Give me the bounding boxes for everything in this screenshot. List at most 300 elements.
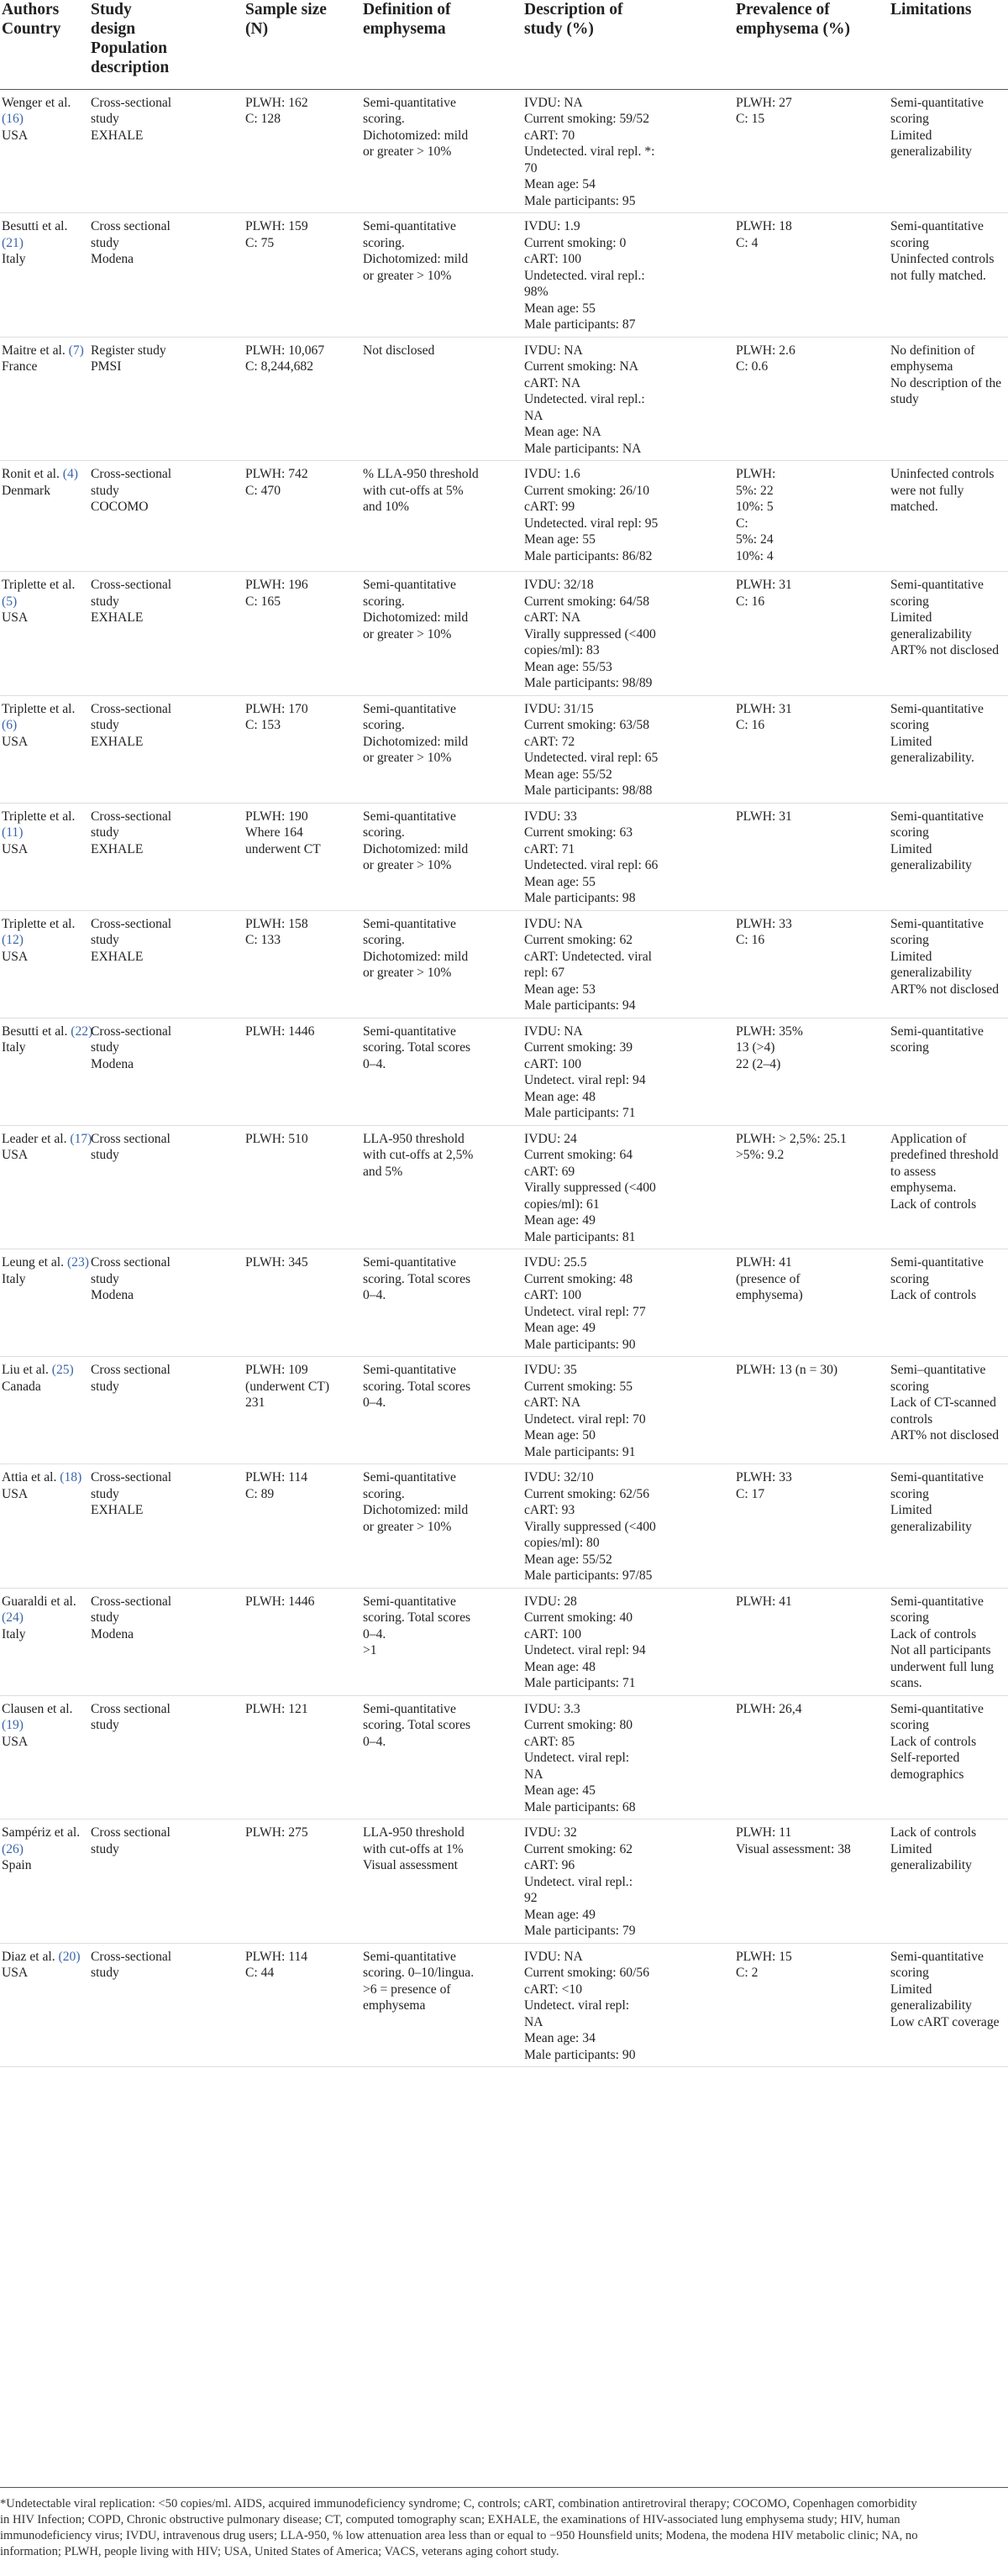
cell-line: PLWH: 158	[245, 916, 308, 931]
cell-line: Denmark	[2, 483, 51, 498]
cell-study-design	[89, 1943, 244, 2067]
cell-line: cART: 69	[524, 1164, 575, 1179]
cell-line: Male participants: 79	[524, 1924, 636, 1938]
footnote-line: *Undetectable viral replication: <50 copies/ml. AIDS, acquired immunodeficiency syndrome; C, controls; cART, combination antiretroviral therapy; COCOMO, Copenhagen comorbidity	[0, 2497, 917, 2511]
cell-sample-size	[244, 910, 361, 1018]
cell-definition-of-emphysema	[361, 461, 522, 572]
reference-link[interactable]: (24)	[2, 1610, 24, 1625]
cell-line: USA	[2, 841, 29, 856]
cell-line: Cross-sectional	[91, 1594, 172, 1609]
cell-line: study	[91, 112, 119, 126]
cell-line: C: 153	[245, 718, 281, 732]
cell-line: Current smoking: 0	[524, 235, 627, 250]
cell-line: Semi-quantitative	[890, 701, 984, 716]
cell-line: scoring. Total scores	[363, 1379, 471, 1394]
table-row	[0, 337, 1008, 461]
cell-line: Current smoking: 39	[524, 1040, 633, 1055]
cell-description-of-study	[522, 1357, 734, 1464]
cell-line: C: 128	[245, 112, 281, 126]
cell-line: underwent CT	[245, 841, 321, 856]
author-name: Diaz et al.	[2, 1949, 59, 1964]
cell-line: cART: NA	[524, 610, 581, 625]
cell-line: Mean age: 55/52	[524, 767, 612, 782]
cell-line: scoring	[890, 235, 929, 250]
cell-line: scoring	[890, 1610, 929, 1625]
cell-line: copies/ml): 61	[524, 1196, 600, 1212]
cell-line: Undetected. viral repl.:	[524, 268, 645, 283]
cell-limitations	[889, 1018, 1008, 1125]
cell-line: Male participants: 91	[524, 1444, 636, 1459]
cell-line: Cross-sectional	[91, 1470, 172, 1484]
cell-line: Mean age: 54	[524, 177, 596, 191]
cell-line: Undetect. viral repl:	[524, 1751, 630, 1765]
cell-line: 70	[524, 160, 538, 175]
cell-line: scoring. Total scores	[363, 1040, 471, 1055]
header-line: Description of	[524, 1, 623, 18]
cell-line: Virally suppressed (<400	[524, 1519, 656, 1534]
cell-line: Male participants: 90	[524, 1337, 636, 1352]
cell-line: PMSI	[91, 359, 122, 374]
cell-line: 0–4.	[363, 1734, 386, 1749]
cell-sample-size	[244, 1588, 361, 1695]
cell-line: PLWH: > 2,5%: 25.1	[736, 1131, 847, 1146]
cell-line: C: 8,244,682	[245, 359, 314, 374]
cell-line: Male participants: 98	[524, 891, 636, 905]
author-with-reference	[2, 1024, 93, 1040]
cell-line: Mean age: 48	[524, 1659, 596, 1674]
cell-line: generalizability	[890, 966, 972, 980]
cell-authors-country	[0, 89, 89, 213]
cell-line: PLWH: 114	[245, 1949, 308, 1964]
cell-line: Lack of CT-scanned	[890, 1395, 996, 1410]
cell-line: Cross sectional	[91, 1363, 171, 1377]
cell-sample-size	[244, 89, 361, 213]
cell-line: NA	[524, 1767, 543, 1782]
cell-line: IVDU: 35	[524, 1363, 577, 1377]
cell-line: C: 4	[736, 235, 759, 250]
cell-line: study	[91, 1718, 119, 1732]
cell-line: 92	[524, 1891, 538, 1905]
cell-study-design	[89, 89, 244, 213]
cell-line: Italy	[2, 1040, 26, 1055]
cell-line: PLWH: 1446	[245, 1024, 315, 1039]
cell-line: Cross-sectional	[91, 95, 172, 110]
author-with-reference	[2, 1362, 81, 1379]
cell-line: Semi-quantitative	[890, 1594, 984, 1609]
reference-link[interactable]: (6)	[2, 718, 18, 732]
header-line: Country	[2, 20, 61, 38]
cell-line: Current smoking: NA	[524, 359, 639, 374]
reference-link[interactable]: (21)	[2, 235, 24, 250]
cell-line: 5%: 22	[736, 483, 774, 498]
cell-line: IVDU: 24	[524, 1131, 577, 1146]
cell-line: Lack of controls	[890, 1288, 977, 1302]
footnote-line: immunodeficiency virus; IVDU, intravenous drug users; LLA-950, % low attenuation area less than or equal to −950 Hounsfield units; Modena, the modena HIV metabolic clinic; NA, no	[0, 2529, 918, 2542]
cell-line: Cross-sectional	[91, 1949, 172, 1964]
cell-line: scoring.	[363, 594, 405, 609]
cell-line: scoring	[890, 825, 929, 840]
cell-line: Current smoking: 62	[524, 933, 633, 947]
table-row	[0, 1357, 1008, 1464]
cell-line: >6 = presence of	[363, 1982, 451, 1997]
cell-line: Current smoking: 59/52	[524, 112, 650, 126]
cell-line: Triplette et al.	[2, 701, 76, 716]
reference-link[interactable]: (5)	[2, 594, 18, 609]
reference-link[interactable]: (20)	[58, 1949, 81, 1964]
cell-line: PLWH: 15	[736, 1949, 792, 1964]
cell-line: or greater > 10%	[363, 1519, 452, 1534]
cell-limitations	[889, 1464, 1008, 1589]
cell-line: IVDU: 32/18	[524, 578, 594, 592]
cell-line: Dichotomized: mild	[363, 610, 469, 625]
cell-line: EXHALE	[91, 734, 144, 749]
cell-line: PLWH:	[736, 467, 776, 481]
cell-authors-country	[0, 1695, 89, 1819]
cell-line: Current smoking: 64/58	[524, 594, 650, 609]
cell-study-design	[89, 1819, 244, 1944]
cell-line: Mean age: 55/52	[524, 1552, 612, 1567]
cell-line: cART: Undetected. viral	[524, 949, 653, 964]
cell-sample-size	[244, 1357, 361, 1464]
cell-line: NA	[524, 408, 543, 423]
cell-line: Lack of controls	[890, 1734, 977, 1749]
cell-limitations	[889, 1125, 1008, 1249]
cell-line: Italy	[2, 252, 26, 266]
cell-line: Limited	[890, 610, 932, 625]
cell-line: PLWH: 33	[736, 916, 792, 931]
cell-line: C: 44	[245, 1966, 275, 1980]
cell-line: Limited	[890, 949, 932, 964]
header-description-of-study	[522, 0, 734, 89]
cell-prevalence-of-emphysema	[734, 89, 889, 213]
cell-line: 0–4.	[363, 1288, 386, 1302]
cell-line: Semi-quantitative	[363, 1470, 456, 1484]
cell-definition-of-emphysema	[361, 803, 522, 910]
cell-line: PLWH: 35%	[736, 1024, 803, 1039]
cell-line: PLWH: 190	[245, 809, 308, 824]
cell-description-of-study	[522, 1588, 734, 1695]
cell-limitations	[889, 1819, 1008, 1944]
author-name: Liu et al.	[2, 1363, 52, 1377]
header-line: Authors	[2, 1, 60, 18]
cell-line: Semi-quantitative	[890, 1024, 984, 1039]
cell-line: cART: NA	[524, 1395, 581, 1410]
cell-line: Mean age: 55/53	[524, 659, 612, 674]
cell-line: copies/ml): 80	[524, 1536, 600, 1550]
cell-line: 5%: 24	[736, 532, 774, 547]
cell-line: Mean age: 50	[524, 1428, 596, 1442]
cell-line: Semi-quantitative	[890, 1255, 984, 1270]
cell-prevalence-of-emphysema	[734, 1943, 889, 2067]
cell-line: Male participants: NA	[524, 441, 642, 456]
cell-line: C: 16	[736, 594, 765, 609]
cell-line: cART: 70	[524, 128, 575, 143]
cell-line: Sampériz et al.	[2, 1825, 81, 1840]
cell-line: scoring	[890, 1040, 929, 1055]
cell-line: Canada	[2, 1379, 41, 1394]
cell-line: study	[91, 825, 119, 840]
cell-line: PLWH: 196	[245, 578, 308, 592]
cell-prevalence-of-emphysema	[734, 213, 889, 338]
cell-line: 231	[245, 1395, 265, 1410]
cell-description-of-study	[522, 1125, 734, 1249]
cell-line: % LLA-950 threshold	[363, 467, 479, 481]
cell-line: LLA-950 threshold	[363, 1825, 465, 1840]
cell-line: PLWH: 114	[245, 1470, 308, 1484]
header-line: study (%)	[524, 20, 594, 38]
cell-line: 13 (>4)	[736, 1040, 775, 1055]
cell-line: PLWH: 18	[736, 219, 792, 233]
cell-line: matched.	[890, 500, 938, 514]
cell-line: cART: 71	[524, 841, 575, 856]
cell-line: IVDU: NA	[524, 1024, 583, 1039]
cell-line: C: 0.6	[736, 359, 769, 374]
header-line: description	[91, 59, 170, 76]
cell-line: PLWH: 510	[245, 1131, 308, 1146]
cell-line: Mean age: 48	[524, 1089, 596, 1104]
cell-line: Cross-sectional	[91, 578, 172, 592]
cell-line: Limited	[890, 734, 932, 749]
cell-line: scoring	[890, 1271, 929, 1286]
cell-line: Semi-quantitative	[890, 916, 984, 931]
cell-line: not fully matched.	[890, 268, 986, 283]
cell-line: >5%: 9.2	[736, 1148, 785, 1162]
cell-line: Undetect. viral repl.:	[524, 1874, 633, 1889]
reference-link[interactable]: (16)	[2, 112, 24, 126]
cell-line: scoring.	[363, 825, 405, 840]
cell-line: Male participants: 86/82	[524, 548, 653, 563]
cell-line: scoring	[890, 1966, 929, 1980]
cell-line: Semi-quantitative	[363, 578, 456, 592]
cell-line: Dichotomized: mild	[363, 949, 469, 964]
cell-line: PLWH: 41	[736, 1255, 792, 1270]
cell-line: Semi-quantitative	[363, 95, 456, 110]
cell-line: Cross sectional	[91, 1255, 171, 1270]
cell-authors-country	[0, 1125, 92, 1249]
cell-description-of-study	[522, 1819, 734, 1944]
cell-line: EXHALE	[91, 610, 144, 625]
cell-prevalence-of-emphysema	[734, 461, 889, 572]
reference-link[interactable]: (17)	[70, 1131, 92, 1146]
author-with-reference	[2, 1131, 92, 1148]
footnote-line: information; PLWH, people living with HIV; USA, United States of America; VACS, veterans aging cohort study.	[0, 2545, 559, 2558]
cell-line: scoring. 0–10/lingua.	[363, 1966, 475, 1980]
cell-line: scoring	[890, 1718, 929, 1732]
cell-line: PLWH: 121	[245, 1701, 308, 1716]
cell-line: Virally suppressed (<400	[524, 626, 656, 641]
cell-prevalence-of-emphysema	[734, 803, 889, 910]
author-with-reference	[2, 1949, 81, 1966]
cell-authors-country	[0, 572, 89, 696]
cell-description-of-study	[522, 1018, 734, 1125]
header-line: (N)	[245, 20, 269, 38]
cell-line: Male participants: 98/89	[524, 676, 653, 690]
cell-line: study	[91, 1379, 119, 1394]
cell-authors-country	[0, 1018, 93, 1125]
cell-line: Semi-quantitative	[363, 809, 456, 824]
cell-description-of-study	[522, 337, 734, 461]
cell-sample-size	[244, 1819, 361, 1944]
table-row	[0, 572, 1008, 696]
cell-authors-country	[0, 1249, 89, 1357]
cell-prevalence-of-emphysema	[734, 1819, 889, 1944]
cell-line: Lack of controls	[890, 1196, 977, 1212]
cell-line: study	[91, 718, 119, 732]
cell-study-design	[89, 695, 244, 803]
cell-line: Mean age: 55	[524, 532, 596, 547]
cell-authors-country	[0, 1357, 89, 1464]
cell-prevalence-of-emphysema	[734, 572, 889, 696]
cell-line: USA	[2, 128, 29, 143]
cell-line: Clausen et al.	[2, 1701, 73, 1716]
cell-study-design	[89, 1695, 244, 1819]
cell-study-design	[89, 1464, 244, 1589]
cell-line: PLWH: 26,4	[736, 1701, 802, 1716]
cell-authors-country	[0, 695, 89, 803]
header-line: Population	[91, 39, 168, 57]
cell-sample-size	[244, 461, 361, 572]
cell-line: EXHALE	[91, 128, 144, 143]
cell-line: Undetect. viral repl: 94	[524, 1073, 646, 1087]
cell-prevalence-of-emphysema	[734, 1588, 889, 1695]
cell-authors-country	[0, 213, 89, 338]
cell-line: No description of the	[890, 375, 1002, 390]
cell-line: scoring	[890, 594, 929, 609]
cell-authors-country	[0, 461, 89, 572]
cell-authors-country	[0, 1943, 89, 2067]
cell-line: generalizability	[890, 1998, 972, 2013]
cell-line: cART: 100	[524, 1056, 582, 1071]
reference-link[interactable]: (12)	[2, 933, 24, 947]
reference-link[interactable]: (22)	[71, 1024, 93, 1039]
cell-sample-size	[244, 213, 361, 338]
cell-line: Mean age: 45	[524, 1783, 596, 1798]
cell-line: Uninfected controls	[890, 467, 995, 481]
header-line: emphysema	[363, 20, 446, 38]
cell-limitations	[889, 1588, 1008, 1695]
cell-line: Dichotomized: mild	[363, 252, 469, 266]
cell-line: Undetect. viral repl: 77	[524, 1304, 646, 1319]
cell-authors-country	[0, 803, 89, 910]
table-row	[0, 1588, 1008, 1695]
cell-line: Semi-quantitative	[890, 1701, 984, 1716]
cell-line: ART% not disclosed	[890, 1428, 999, 1442]
table-row	[0, 910, 1008, 1018]
cell-line: Cross-sectional	[91, 916, 172, 931]
reference-link[interactable]: (11)	[2, 825, 24, 840]
cell-line: Undetected. viral repl. *:	[524, 144, 655, 159]
reference-link[interactable]: (26)	[2, 1841, 24, 1856]
cell-line: PLWH: 275	[245, 1825, 308, 1840]
cell-line: Male participants: 81	[524, 1229, 636, 1244]
cell-limitations	[889, 1249, 1008, 1357]
cell-line: USA	[2, 1486, 29, 1501]
cell-prevalence-of-emphysema	[734, 1357, 889, 1464]
cell-description-of-study	[522, 695, 734, 803]
cell-line: Not disclosed	[363, 343, 435, 358]
cell-line: cART: 99	[524, 500, 575, 514]
reference-link[interactable]: (7)	[68, 343, 84, 358]
cell-sample-size	[244, 1695, 361, 1819]
cell-description-of-study	[522, 461, 734, 572]
header-authors-country	[0, 0, 89, 89]
cell-line: Mean age: 49	[524, 1321, 596, 1335]
cell-line: Besutti et al.	[2, 219, 68, 233]
reference-link[interactable]: (23)	[66, 1255, 89, 1270]
cell-line: IVDU: NA	[524, 95, 583, 110]
author-with-reference	[2, 1469, 81, 1486]
cell-limitations	[889, 1357, 1008, 1464]
table-footnote	[0, 2487, 1008, 2560]
cell-line: study	[91, 235, 119, 250]
cell-sample-size	[244, 803, 361, 910]
cell-line: Male participants: 95	[524, 193, 636, 208]
cell-line: IVDU: 3.3	[524, 1701, 580, 1716]
cell-line: France	[2, 359, 38, 374]
cell-line: scoring	[890, 718, 929, 732]
cell-sample-size	[244, 337, 361, 461]
cell-line: Virally suppressed (<400	[524, 1181, 656, 1195]
cell-line: scoring	[890, 933, 929, 947]
cell-line: Semi-quantitative	[363, 1594, 456, 1609]
cell-line: and 5%	[363, 1164, 403, 1179]
cell-definition-of-emphysema	[361, 1695, 522, 1819]
cell-definition-of-emphysema	[361, 337, 522, 461]
cell-line: or greater > 10%	[363, 966, 452, 980]
cell-line: PLWH: 742	[245, 467, 308, 481]
reference-link[interactable]: (4)	[62, 467, 78, 481]
cell-line: EXHALE	[91, 949, 144, 964]
cell-line: copies/ml): 83	[524, 643, 600, 657]
cell-line: cART: 93	[524, 1503, 575, 1517]
cell-line: Mean age: 49	[524, 1213, 596, 1228]
cell-line: Current smoking: 63/58	[524, 718, 650, 732]
reference-link[interactable]: (25)	[51, 1363, 74, 1377]
cell-line: emphysema)	[736, 1288, 803, 1302]
cell-line: study	[91, 1148, 119, 1162]
header-line: design	[91, 20, 136, 38]
cell-line: cART: 85	[524, 1734, 575, 1749]
reference-link[interactable]: (18)	[60, 1470, 82, 1484]
cell-limitations	[889, 695, 1008, 803]
cell-line: scoring.	[363, 112, 405, 126]
cell-line: Current smoking: 64	[524, 1148, 633, 1162]
cell-line: generalizability	[890, 858, 972, 872]
cell-prevalence-of-emphysema	[734, 337, 889, 461]
cell-authors-country	[0, 910, 89, 1018]
cell-line: Lack of controls	[890, 1825, 977, 1840]
cell-line: IVDU: 32	[524, 1825, 577, 1840]
cell-line: Mean age: 34	[524, 2031, 596, 2045]
header-line: Limitations	[890, 1, 972, 18]
cell-line: USA	[2, 949, 29, 964]
cell-line: Semi-quantitative	[363, 1949, 456, 1964]
reference-link[interactable]: (19)	[2, 1718, 24, 1732]
cell-line: generalizability	[890, 1858, 972, 1872]
cell-line: Modena	[91, 252, 134, 266]
cell-line: Current smoking: 62	[524, 1841, 633, 1856]
header-definition-of-emphysema	[361, 0, 522, 89]
cell-line: with cut-offs at 1%	[363, 1841, 464, 1856]
cell-line: Italy	[2, 1626, 26, 1641]
cell-line: Limited	[890, 1982, 932, 1997]
table-row	[0, 1249, 1008, 1357]
cell-line: IVDU: 32/10	[524, 1470, 594, 1484]
header-study-design	[89, 0, 244, 89]
cell-limitations	[889, 1943, 1008, 2067]
cell-line: Cross-sectional	[91, 1024, 172, 1039]
cell-line: ART% not disclosed	[890, 982, 999, 997]
